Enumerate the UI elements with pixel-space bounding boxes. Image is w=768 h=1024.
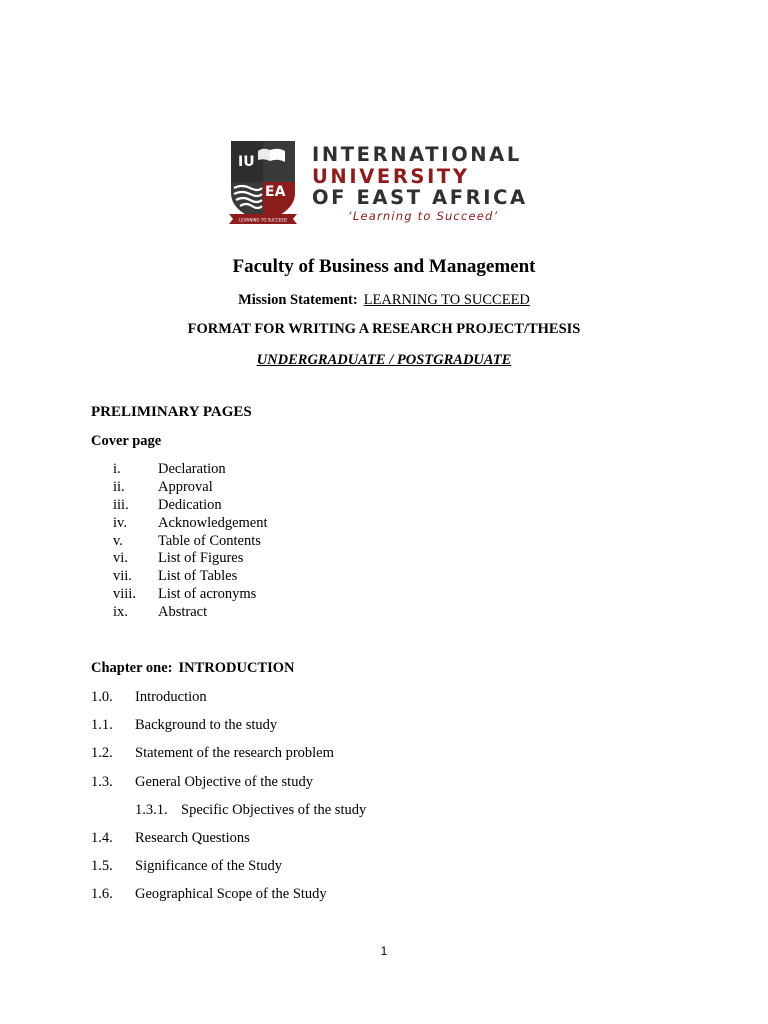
list-item-label: Acknowledgement [158, 514, 268, 531]
format-title: FORMAT FOR WRITING A RESEARCH PROJECT/THESIS [187, 321, 581, 337]
university-crest-icon [228, 138, 298, 228]
list-item-label: List of Tables [158, 568, 238, 585]
list-item-number: 1.2. [91, 745, 113, 762]
list-item-number: 1.5. [91, 858, 113, 875]
list-item-label: Research Questions [135, 829, 250, 846]
list-item-number: 1.6. [91, 886, 113, 903]
preliminary-heading: PRELIMINARY PAGES [91, 404, 252, 420]
list-item-label: Dedication [158, 496, 222, 513]
list-item-label: Statement of the research problem [135, 745, 334, 762]
list-item-label: List of acronyms [158, 586, 257, 603]
logo-line-east-africa: OF EAST AFRICA [312, 186, 528, 209]
mission-statement [0, 292, 768, 309]
logo-wordmark [312, 144, 528, 223]
chapter-label: Chapter one: [91, 660, 173, 676]
logo-line-university: UNIVERSITY [312, 164, 470, 188]
list-item-label: Background to the study [135, 717, 278, 734]
chapter-title: INTRODUCTION [178, 660, 295, 676]
list-item-number: iv. [113, 514, 127, 531]
list-item-label: Specific Objectives of the study [181, 801, 367, 818]
page-number: 1 [380, 944, 388, 958]
list-item-number: ix. [113, 604, 128, 621]
chapter-one-heading [91, 660, 295, 677]
list-item-label: Table of Contents [158, 532, 261, 549]
mission-value: LEARNING TO SUCCEED [363, 292, 530, 308]
mission-label: Mission Statement: [238, 292, 358, 308]
list-item-number: 1.3.1. [135, 801, 168, 818]
crest-ea: EA [265, 184, 286, 200]
cover-page-heading: Cover page [91, 433, 162, 449]
list-item-number: ii. [113, 478, 125, 495]
list-item-label: Significance of the Study [135, 858, 282, 875]
list-item-number: i. [113, 461, 121, 477]
logo-line-international: INTERNATIONAL [312, 143, 522, 166]
level-subtitle: UNDERGRADUATE / POSTGRADUATE [256, 352, 512, 368]
list-item-number: 1.1. [91, 717, 113, 734]
list-item-label: Geographical Scope of the Study [135, 886, 327, 903]
list-item-label: Abstract [158, 604, 208, 621]
list-item-number: vii. [113, 568, 132, 585]
list-item-number: v. [113, 532, 123, 549]
university-logo [228, 138, 558, 228]
list-item-label: List of Figures [158, 550, 244, 567]
list-item-number: 1.4. [91, 829, 113, 846]
faculty-title: Faculty of Business and Management [232, 256, 536, 277]
list-item-number: iii. [113, 496, 129, 513]
list-item-number: viii. [113, 586, 136, 603]
crest-ribbon: LEARNING TO SUCCEED [239, 217, 287, 223]
list-item-number: 1.0. [91, 689, 113, 705]
list-item-number: 1.3. [91, 773, 113, 790]
crest-iu: IU [238, 154, 255, 170]
list-item-label: Approval [158, 478, 213, 495]
list-item-label: Introduction [135, 689, 207, 705]
list-item-number: vi. [113, 550, 128, 567]
list-item-label: Declaration [158, 461, 226, 477]
list-item-label: General Objective of the study [135, 773, 313, 790]
logo-tagline: ‘Learning to Succeed’ [348, 208, 499, 223]
